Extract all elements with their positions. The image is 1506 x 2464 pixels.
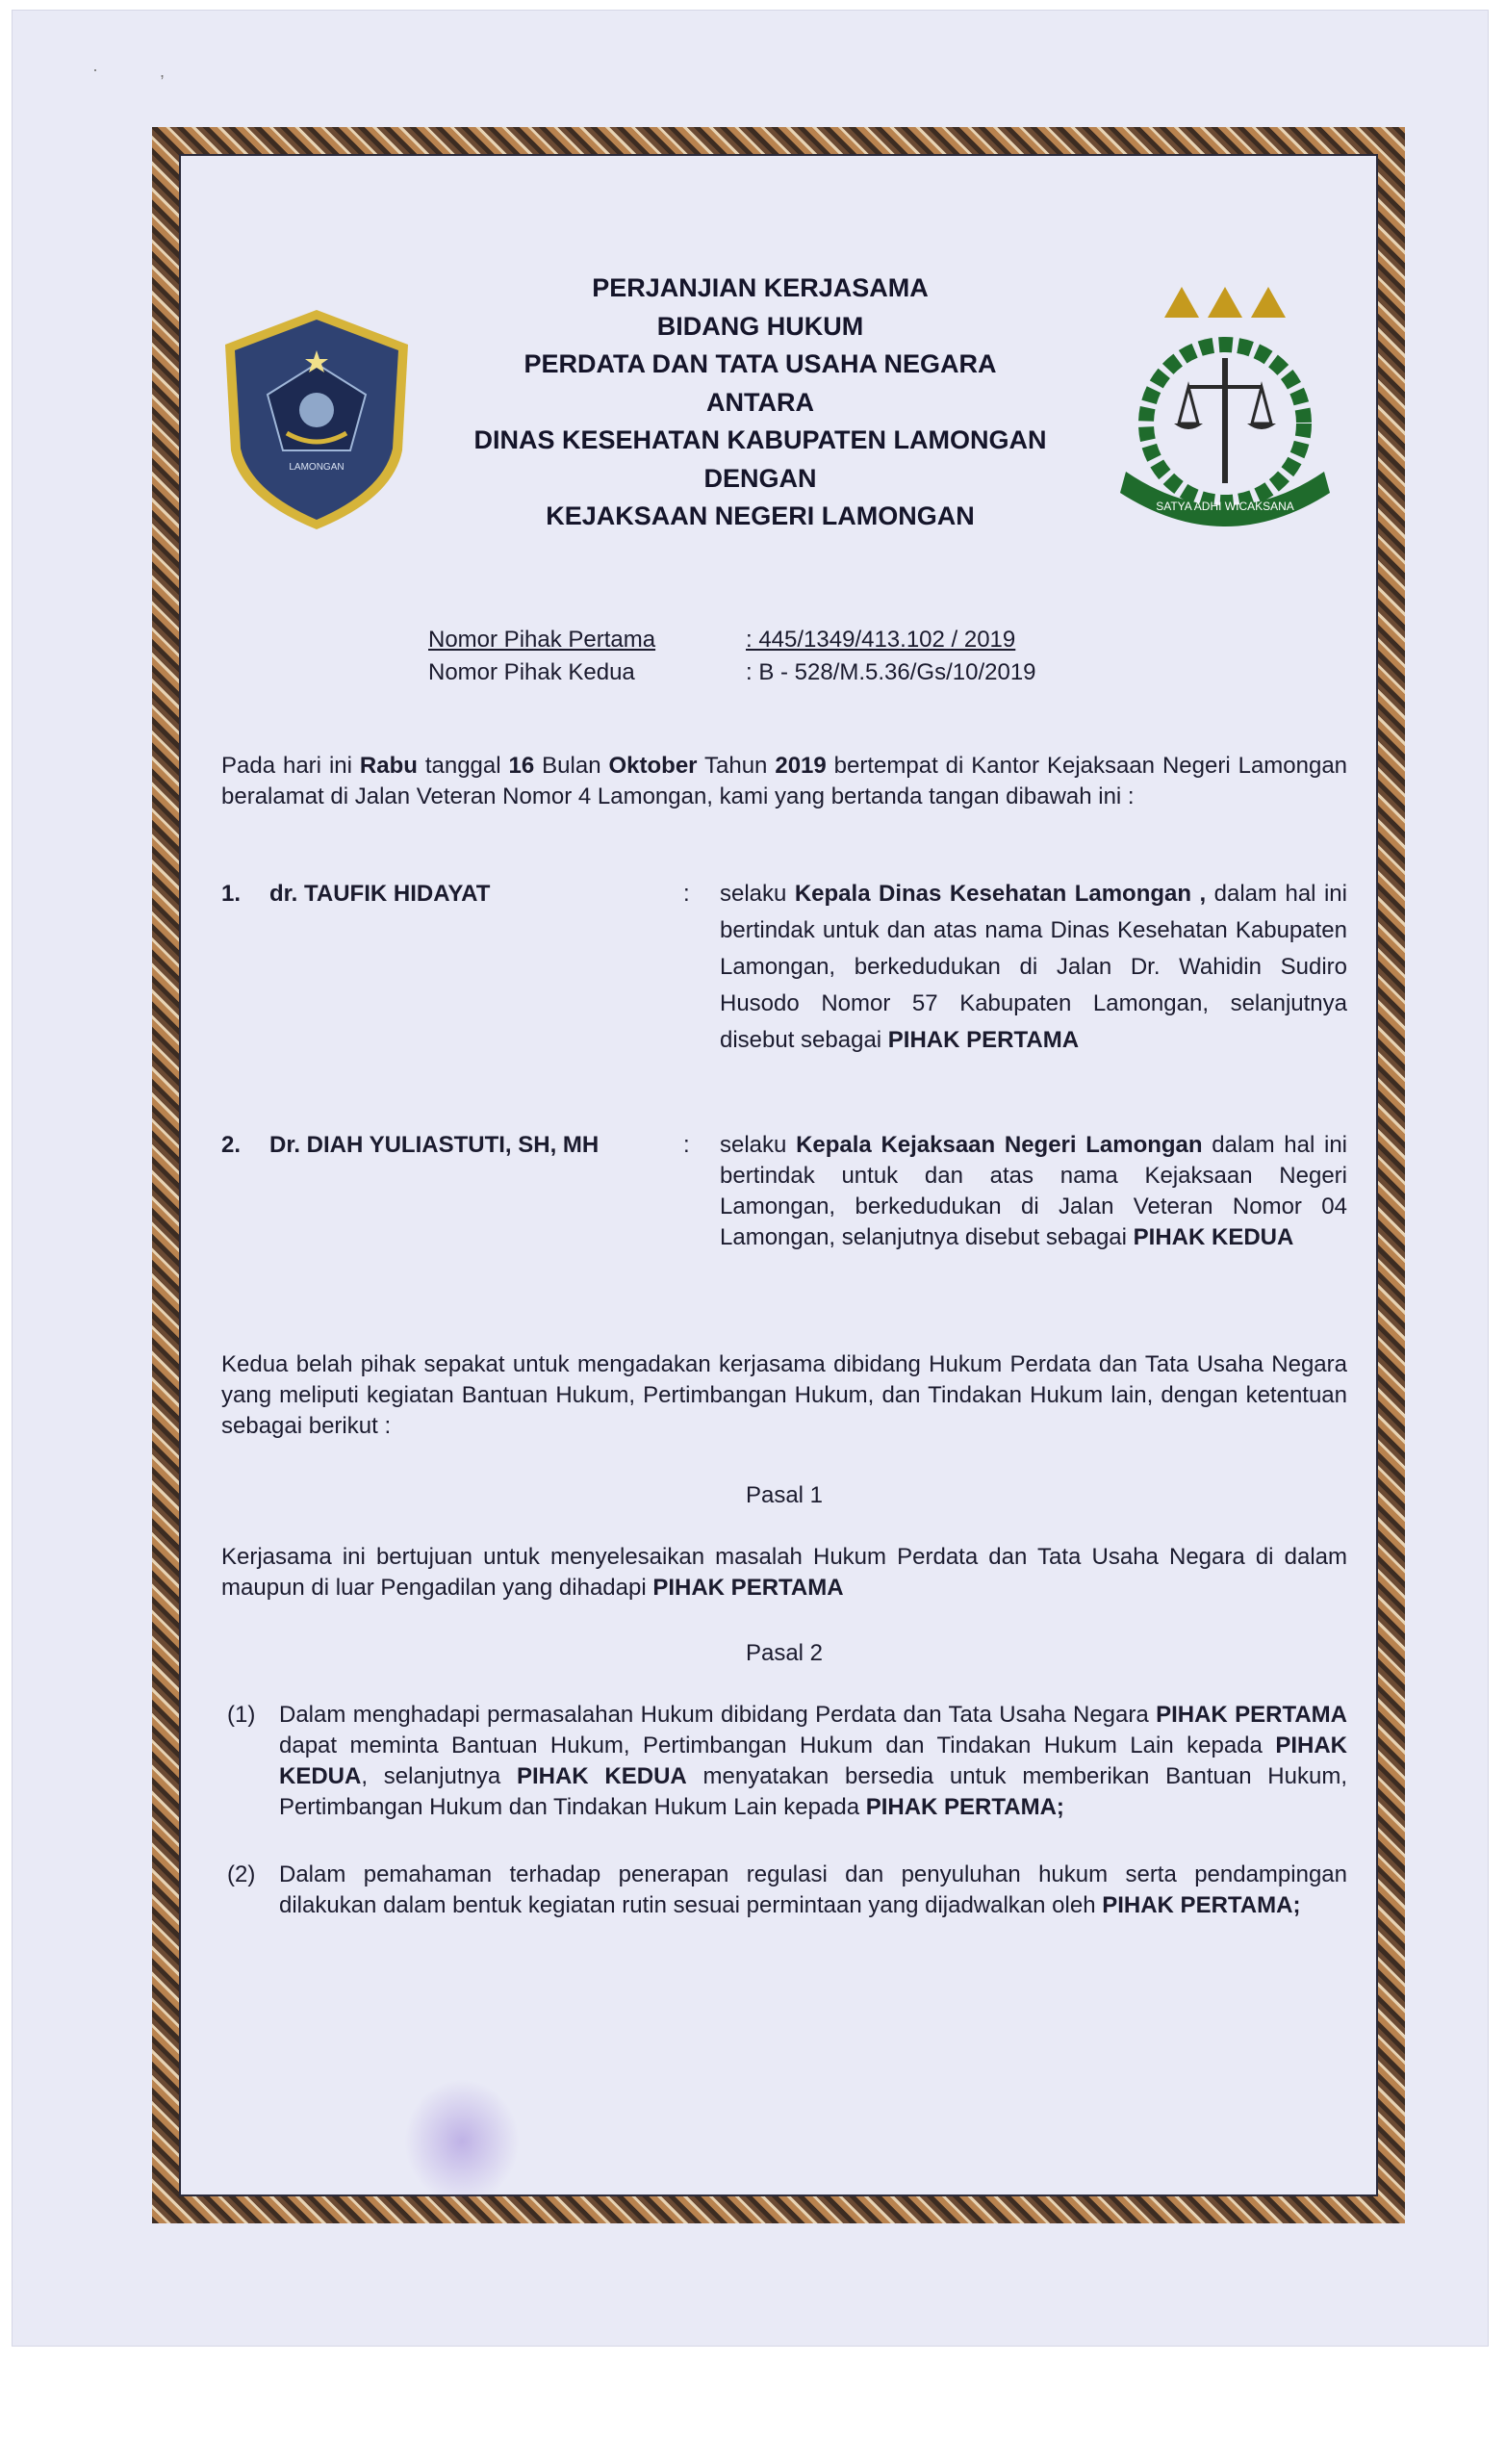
clause-number: (1)	[227, 1702, 256, 1728]
title-line: KEJAKSAAN NEGERI LAMONGAN	[546, 501, 975, 530]
agreement-paragraph: Kedua belah pihak sepakat untuk mengadakan kerjasama dibidang Hukum Perdata dan Tata Usaha Negara yang meliputi kegiatan Bantuan Hukum, Pertimbangan Hukum, dan Tindakan Hukum lain, dengan ketentuan sebagai berikut :	[221, 1351, 1347, 1439]
first-party-number	[428, 624, 1036, 656]
title-line: BIDANG HUKUM	[656, 311, 864, 341]
kejaksaan-emblem-icon	[1107, 279, 1343, 531]
number-value: : 445/1349/413.102 / 2019	[746, 627, 1016, 653]
ink-stamp-mark	[404, 2079, 520, 2204]
document-numbers	[428, 624, 1036, 689]
intro-paragraph: Pada hari ini Rabu tanggal 16 Bulan Oktober Tahun 2019 bertempat di Kantor Kejaksaan Negeri Lamongan beralamat di Jalan Veteran Nomor 4 Lamongan, kami yang bertanda tangan dibawah ini :	[221, 753, 1348, 809]
party-colon: :	[683, 881, 690, 907]
party-number: 1.	[221, 881, 242, 907]
title-line: DENGAN	[703, 463, 817, 493]
clause-text: Dalam menghadapi permasalahan Hukum dibidang Perdata dan Tata Usaha Negara PIHAK PERTAMA dapat meminta Bantuan Hukum, Pertimbangan Hukum dan Tindakan Hukum Lain kepada PIHAK KEDUA, selanjutnya PIHAK KEDUA menyatakan bersedia untuk memberikan Bantuan Hukum, Pertimbangan Hukum dan Tindakan Hukum Lain kepada PIHAK PERTAMA;	[279, 1702, 1347, 1820]
number-label: Nomor Pihak Kedua	[428, 659, 635, 685]
emblem-label: LAMONGAN	[289, 462, 345, 473]
party-description: selaku Kepala Dinas Kesehatan Lamongan , dalam hal ini bertindak untuk dan atas nama Dinas Kesehatan Kabupaten Lamongan, berkedudukan di Jalan Dr. Wahidin Sudiro Husodo Nomor 57 Kabupaten Lamongan, selanjutnya disebut sebagai PIHAK PERTAMA	[720, 881, 1347, 1053]
scan-speck: ·	[92, 60, 98, 79]
title-line: PERDATA DAN TATA USAHA NEGARA	[523, 349, 997, 378]
clause-number: (2)	[227, 1861, 256, 1887]
party-description: selaku Kepala Kejaksaan Negeri Lamongan dalam hal ini bertindak untuk dan atas nama Kejaksaan Negeri Lamongan, berkedudukan di Jalan Veteran Nomor 04 Lamongan, selanjutnya disebut sebagai PIHAK KEDUA	[720, 1132, 1348, 1250]
party-colon: :	[683, 1132, 690, 1158]
document-title	[423, 270, 1097, 536]
number-label: Nomor Pihak Pertama	[428, 627, 656, 653]
title-line: ANTARA	[706, 387, 814, 417]
second-party-number	[428, 656, 1036, 689]
title-line: PERJANJIAN KERJASAMA	[592, 273, 929, 302]
lamongan-regency-emblem-icon	[219, 306, 414, 533]
emblem-motto: SATYA ADHI WICAKSANA	[1156, 500, 1294, 513]
pasal-1-text: Kerjasama ini bertujuan untuk menyelesaikan masalah Hukum Perdata dan Tata Usaha Negara di dalam maupun di luar Pengadilan yang dihadapi PIHAK PERTAMA	[221, 1544, 1347, 1601]
party-name: Dr. DIAH YULIASTUTI, SH, MH	[269, 1132, 600, 1158]
party-number: 2.	[221, 1132, 242, 1158]
clause-text: Dalam pemahaman terhadap penerapan regulasi dan penyuluhan hukum serta pendampingan dilakukan dalam bentuk kegiatan rutin sesuai permintaan yang dijadwalkan oleh PIHAK PERTAMA;	[279, 1861, 1347, 1918]
pasal-1-heading: Pasal 1	[745, 1482, 824, 1508]
title-line: DINAS KESEHATAN KABUPATEN LAMONGAN	[473, 425, 1047, 454]
party-name: dr. TAUFIK HIDAYAT	[269, 881, 491, 907]
pasal-2-clause	[221, 1700, 1347, 1863]
pasal-2-heading: Pasal 2	[745, 1640, 824, 1666]
number-value: : B - 528/M.5.36/Gs/10/2019	[746, 659, 1036, 685]
scan-speck: ,	[160, 62, 166, 81]
